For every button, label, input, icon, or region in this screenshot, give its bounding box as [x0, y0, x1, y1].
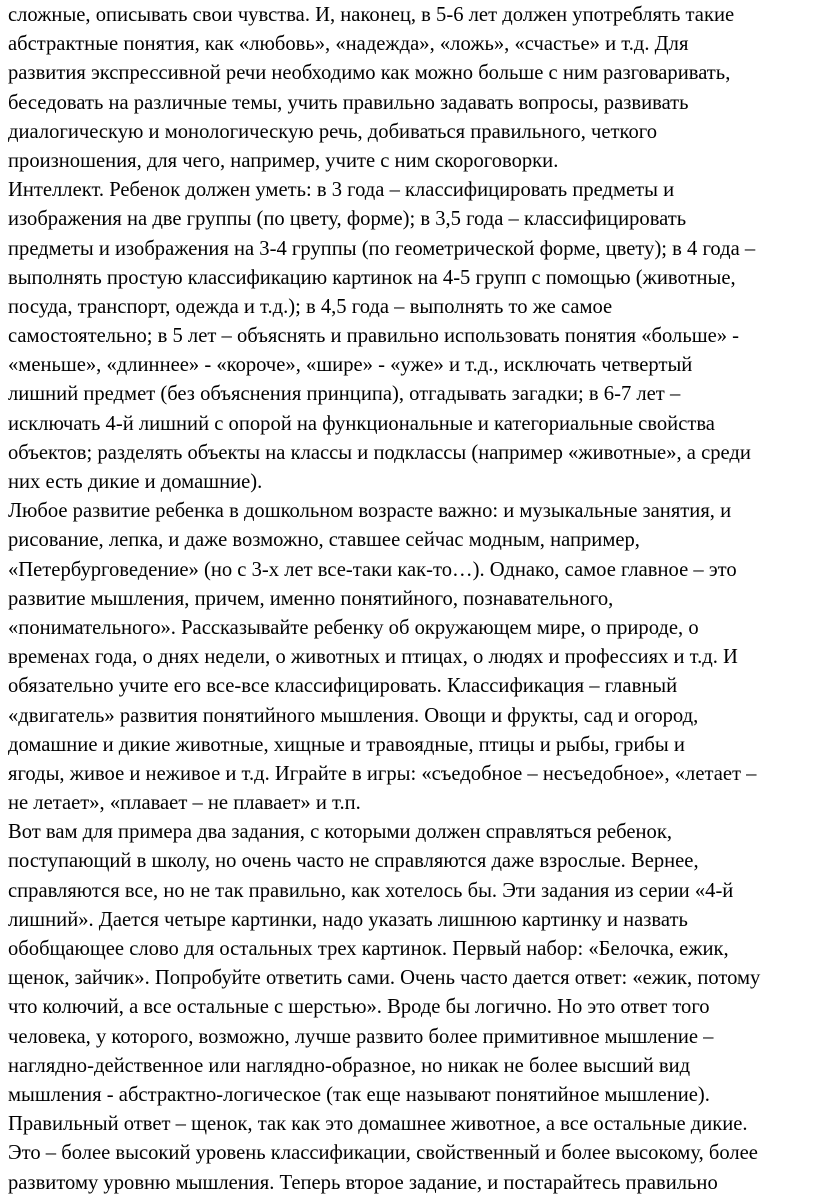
- text-line: абстрактные понятия, как «любовь», «надежда», «ложь», «счастье» и т.д. Для: [8, 33, 689, 56]
- text-line: лишний». Дается четыре картинки, надо указать лишнюю картинку и назвать: [8, 908, 688, 931]
- paragraph-speech: [8, 1, 810, 176]
- text-line: «меньше», «длиннее» - «короче», «шире» - «уже» и т.д., исключать четвертый: [8, 354, 693, 377]
- text-line: обязательно учите его все-все классифицировать. Классификация – главный: [8, 675, 678, 698]
- text-line: человека, у которого, возможно, лучше развито более примитивное мышление –: [8, 1025, 714, 1048]
- text-line: беседовать на различные темы, учить правильно задавать вопросы, развивать: [8, 91, 689, 114]
- document-page: [8, 0, 810, 1194]
- text-line: не летает», «плавает – не плавает» и т.п.: [8, 792, 361, 815]
- text-line: сложные, описывать свои чувства. И, наконец, в 5-6 лет должен употреблять такие: [8, 4, 735, 26]
- text-line: обобщающее слово для остальных трех картинок. Первый набор: «Белочка, ежик,: [8, 938, 729, 960]
- text-line: Это – более высокий уровень классификации, свойственный и более высокому, более: [8, 1142, 758, 1165]
- text-line: исключать 4-й лишний с опорой на функциональные и категориальные свойства: [8, 412, 715, 435]
- text-line: временах года, о днях недели, о животных и птицах, о людях и профессиях и т.д. И: [8, 646, 738, 669]
- text-line: развитому уровню мышления. Теперь второе задание, и постарайтесь правильно: [8, 1171, 718, 1194]
- text-line: «двигатель» развития понятийного мышления. Овощи и фрукты, сад и огород,: [8, 704, 699, 727]
- text-line: предметы и изображения на 3-4 группы (по геометрической форме, цвету); в 4 года –: [8, 237, 756, 260]
- paragraph-intellect: [8, 176, 810, 497]
- text-line: Интеллект. Ребенок должен уметь: в 3 года – классифицировать предметы и: [8, 179, 675, 202]
- text-line: диалогическую и монологическую речь, добиваться правильного, четкого: [8, 120, 657, 143]
- text-line: щенок, зайчик». Попробуйте ответить сами. Очень часто дается ответ: «ежик, потому: [8, 967, 761, 990]
- paragraph-development: [8, 497, 810, 818]
- text-line: выполнять простую классификацию картинок на 4-5 групп с помощью (животные,: [8, 266, 736, 289]
- text-line: развития экспрессивной речи необходимо как можно больше с ним разговаривать,: [8, 62, 731, 85]
- text-line: что колючий, а все остальные с шерстью». Вроде бы логично. Но это ответ того: [8, 996, 710, 1019]
- text-line: наглядно-действенное или наглядно-образное, но никак не более высший вид: [8, 1054, 691, 1077]
- text-line: «понимательного». Рассказывайте ребенку об окружающем мире, о природе, о: [8, 616, 699, 639]
- text-line: произношения, для чего, например, учите с ним скороговорки.: [8, 149, 559, 172]
- text-line: справляются все, но не так правильно, как хотелось бы. Эти задания из серии «4-й: [8, 879, 734, 902]
- text-line: поступающий в школу, но очень часто не справляются даже взрослые. Вернее,: [8, 850, 699, 873]
- paragraph-tasks: [8, 818, 810, 1197]
- text-line: Вот вам для примера два задания, с которыми должен справляться ребенок,: [8, 821, 672, 844]
- text-line: самостоятельно; в 5 лет – объяснять и правильно использовать понятия «больше» -: [8, 325, 740, 348]
- text-line: развитие мышления, причем, именно понятийного, познавательного,: [8, 587, 614, 610]
- text-line: Правильный ответ – щенок, так как это домашнее животное, а все остальные дикие.: [8, 1113, 748, 1136]
- text-line: них есть дикие и домашние).: [8, 471, 263, 493]
- text-line: изображения на две группы (по цвету, форме); в 3,5 года – классифицировать: [8, 208, 687, 231]
- text-line: домашние и дикие животные, хищные и травоядные, птицы и рыбы, грибы и: [8, 733, 685, 756]
- text-line: объектов; разделять объекты на классы и подклассы (например «животные», а среди: [8, 441, 751, 464]
- text-line: рисование, лепка, и даже возможно, ставшее сейчас модным, например,: [8, 529, 640, 552]
- text-line: ягоды, живое и неживое и т.д. Играйте в игры: «съедобное – несъедобное», «летает –: [8, 762, 757, 785]
- text-line: посуда, транспорт, одежда и т.д.); в 4,5 года – выполнять то же самое: [8, 295, 613, 318]
- text-line: Любое развитие ребенка в дошкольном возрасте важно: и музыкальные занятия, и: [8, 500, 732, 523]
- text-line: лишний предмет (без объяснения принципа), отгадывать загадки; в 6-7 лет –: [8, 383, 681, 406]
- text-line: «Петербурговедение» (но с 3-х лет все-таки как-то…). Однако, самое главное – это: [8, 558, 737, 581]
- text-line: мышления - абстрактно-логическое (так еще называют понятийное мышление).: [8, 1083, 710, 1106]
